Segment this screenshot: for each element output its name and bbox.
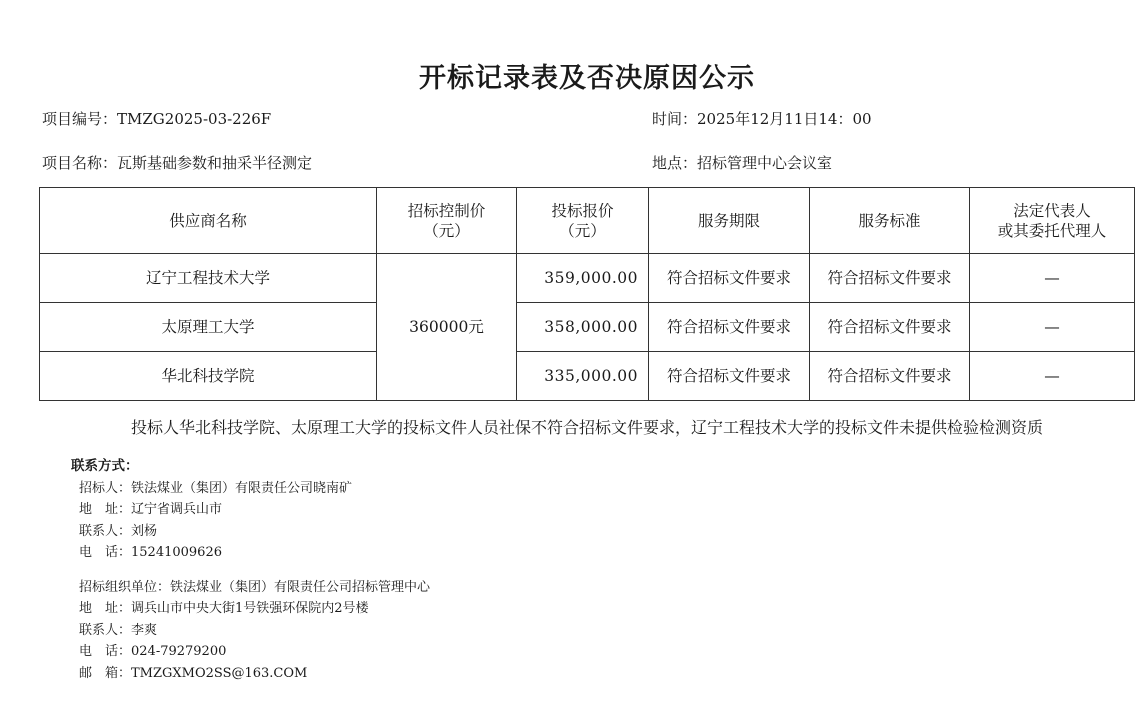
contact-info [71, 456, 430, 684]
document-title: 开标记录表及否决原因公示 [419, 63, 755, 94]
bid-opening-table [39, 187, 1135, 401]
bid-opening-place-label: 地点： [652, 154, 698, 172]
project-name-label: 项目名称： [42, 154, 118, 172]
header-legal-rep-line2: 或其委托代理人 [997, 221, 1107, 240]
bid-price: 359,000.00 [517, 254, 649, 303]
project-name [42, 152, 312, 173]
project-code [42, 108, 271, 129]
contact-heading: 联系方式： [71, 458, 139, 474]
table-row [40, 254, 1135, 303]
tenderer-contact [71, 478, 430, 564]
project-code-value: TMZG2025-03-226F [117, 110, 272, 128]
supplier-name: 太原理工大学 [40, 303, 377, 352]
table-header-row [40, 188, 1135, 254]
service-standard: 符合招标文件要求 [810, 303, 970, 352]
tenderer-phone: 电 话：15241009626 [79, 545, 222, 560]
header-legal-rep [970, 188, 1135, 254]
header-control-price-line2: （元） [423, 221, 470, 240]
agency-name: 招标组织单位：铁法煤业（集团）有限责任公司招标管理中心 [79, 579, 431, 595]
agency-email: 邮 箱：TMZGXMO2SS@163.COM [79, 665, 308, 681]
legal-rep: — [970, 254, 1135, 303]
supplier-name: 辽宁工程技术大学 [40, 254, 377, 303]
service-standard: 符合招标文件要求 [810, 352, 970, 401]
agency-phone: 电 话：024-79279200 [79, 644, 227, 659]
tenderer-name: 招标人：铁法煤业（集团）有限责任公司晓南矿 [79, 480, 353, 496]
header-control-price-line1: 招标控制价 [407, 201, 486, 220]
service-period: 符合招标文件要求 [649, 254, 810, 303]
project-code-label: 项目编号： [42, 110, 118, 128]
bid-price: 335,000.00 [517, 352, 649, 401]
bid-opening-time-label: 时间： [652, 110, 698, 128]
legal-rep: — [970, 303, 1135, 352]
legal-rep: — [970, 352, 1135, 401]
bid-opening-time-value: 2025年12月11日14：00 [697, 110, 872, 128]
control-price: 360000元 [377, 254, 517, 401]
service-standard: 符合招标文件要求 [810, 254, 970, 303]
bid-price: 358,000.00 [517, 303, 649, 352]
agency-contact [71, 577, 430, 685]
service-period: 符合招标文件要求 [649, 352, 810, 401]
header-control-price [377, 188, 517, 254]
table-row [40, 352, 1135, 401]
bid-opening-place-value: 招标管理中心会议室 [697, 154, 833, 172]
header-supplier: 供应商名称 [40, 188, 377, 254]
service-period: 符合招标文件要求 [649, 303, 810, 352]
rejection-reason-note: 投标人华北科技学院、太原理工大学的投标文件人员社保不符合招标文件要求，辽宁工程技术大学的投标文件未提供检验检测资质 [130, 418, 1043, 437]
header-service-period: 服务期限 [649, 188, 810, 254]
header-bid-price [517, 188, 649, 254]
header-service-standard: 服务标准 [810, 188, 970, 254]
tenderer-address: 地 址：辽宁省调兵山市 [79, 502, 223, 517]
bid-opening-time [652, 108, 872, 129]
project-name-value: 瓦斯基础参数和抽采半径测定 [117, 154, 313, 172]
bid-opening-place [652, 152, 832, 173]
tenderer-contact-person: 联系人：刘杨 [79, 523, 158, 539]
header-bid-price-line1: 投标报价 [551, 201, 614, 220]
header-bid-price-line2: （元） [559, 221, 606, 240]
header-legal-rep-line1: 法定代表人 [1013, 201, 1091, 220]
supplier-name: 华北科技学院 [40, 352, 377, 401]
table-row [40, 303, 1135, 352]
agency-address: 地 址：调兵山市中央大街1号铁强环保院内2号楼 [79, 601, 369, 616]
agency-contact-person: 联系人：李爽 [79, 622, 158, 638]
